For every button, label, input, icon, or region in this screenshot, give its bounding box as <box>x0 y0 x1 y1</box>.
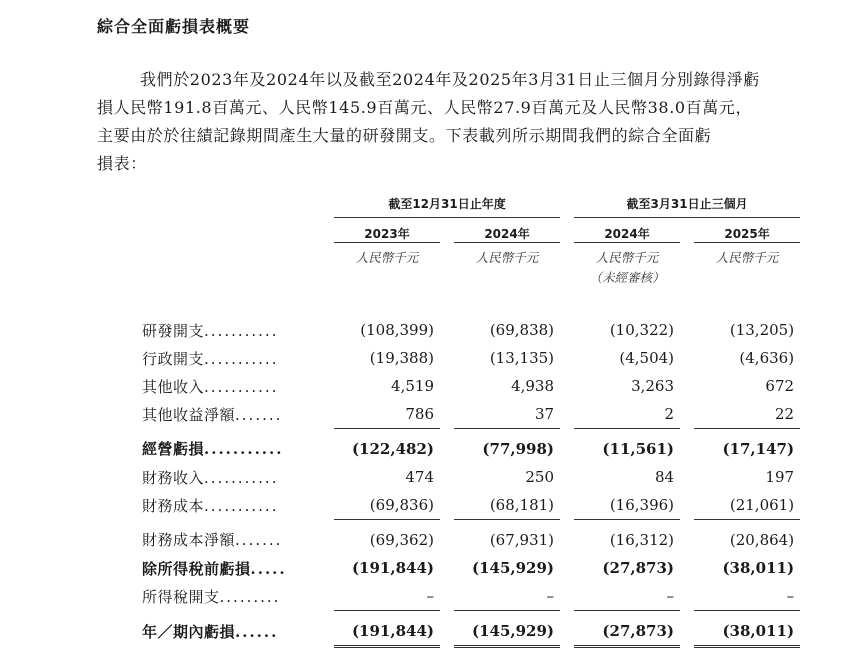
value-cell: (69,838) <box>489 321 555 339</box>
row-label-cell <box>97 429 334 464</box>
column-gap <box>560 429 574 464</box>
section-title: 綜合全面虧損表概要 <box>97 17 251 36</box>
row-label-cell <box>97 316 334 344</box>
intro-line: 主要由於於往績記錄期間產生大量的研發開支。下表載列所示期間我們的綜合全面虧 <box>97 126 712 145</box>
table-row <box>97 554 800 582</box>
leader-dots: ......... <box>219 587 281 606</box>
table-row <box>97 344 800 372</box>
row-label-cell <box>97 372 334 400</box>
value-cell: (108,399) <box>360 321 434 339</box>
column-gap <box>560 554 574 582</box>
value-cell: 2 <box>574 400 680 429</box>
column-gap <box>680 554 694 582</box>
value-cell: (4,636) <box>739 349 795 367</box>
row-label: 其他收益淨額 <box>142 405 236 424</box>
year-header-row <box>97 218 800 243</box>
column-gap <box>560 344 574 372</box>
year-header: 2025年 <box>694 218 800 243</box>
value-cell: (145,929) <box>471 559 555 577</box>
row-label-cell <box>97 554 334 582</box>
table-row <box>97 463 800 491</box>
intro-line: 損人民幣191.8百萬元、人民幣145.9百萬元、人民幣27.9百萬元及人民幣38.0百萬元， <box>97 98 753 117</box>
value-cell: (67,931) <box>489 531 555 549</box>
value-cell: (38,011) <box>722 559 795 577</box>
unit-label-text: 人民幣千元 <box>595 250 659 265</box>
row-label-cell <box>97 520 334 555</box>
column-gap <box>440 611 454 647</box>
value-cell: (13,135) <box>489 349 555 367</box>
row-label: 年／期內虧損 <box>142 623 236 641</box>
column-gap <box>560 611 574 647</box>
column-gap <box>440 429 454 464</box>
value-cell: 474 <box>405 468 434 486</box>
leader-dots: ........... <box>204 496 279 515</box>
column-gap <box>440 491 454 520</box>
unit-label: 人民幣千元 <box>355 250 419 265</box>
row-label-cell <box>97 491 334 520</box>
row-label: 除所得稅前虧損 <box>142 559 251 578</box>
value-cell: (69,362) <box>369 531 434 549</box>
table-row <box>97 611 800 647</box>
value-cell: (191,844) <box>334 611 440 647</box>
row-label: 行政開支 <box>142 349 205 368</box>
row-label: 研發開支 <box>142 321 205 340</box>
row-label: 財務成本 <box>142 496 205 515</box>
column-gap <box>680 316 694 344</box>
leader-dots: ..... <box>250 559 287 578</box>
row-label-cell <box>97 611 334 647</box>
unaudited-note: （未經審核） <box>589 270 665 285</box>
row-label-cell <box>97 582 334 611</box>
value-cell: 4,938 <box>511 377 555 395</box>
column-gap <box>680 520 694 555</box>
unit-label: 人民幣千元 <box>715 250 779 265</box>
leader-dots: ........... <box>204 321 279 340</box>
leader-dots: ........... <box>204 468 279 487</box>
table-row <box>97 491 800 520</box>
row-label: 經營虧損 <box>142 440 205 459</box>
column-gap <box>680 582 694 611</box>
table-row <box>97 372 800 400</box>
leader-dots: ....... <box>235 405 283 424</box>
table-row <box>97 582 800 611</box>
column-gap <box>560 463 574 491</box>
row-label: 財務成本淨額 <box>142 531 236 550</box>
value-cell: (77,998) <box>482 440 555 458</box>
table-row <box>97 400 800 429</box>
value-cell: 84 <box>654 468 675 486</box>
column-gap <box>680 491 694 520</box>
comprehensive-loss-table <box>97 195 800 648</box>
column-gap <box>440 344 454 372</box>
value-cell: (145,929) <box>454 611 560 647</box>
leader-dots: ....... <box>235 531 283 550</box>
column-gap <box>440 520 454 555</box>
intro-line: 損表： <box>97 154 147 173</box>
value-cell: 250 <box>525 468 555 486</box>
row-label: 其他收入 <box>142 377 205 396</box>
value-cell: (20,864) <box>729 531 795 549</box>
group-header-year-ended: 截至12月31日止年度 <box>334 195 560 218</box>
row-label: 財務收入 <box>142 468 205 487</box>
value-cell: (21,061) <box>694 491 800 520</box>
column-gap <box>680 611 694 647</box>
column-gap <box>560 520 574 555</box>
column-gap <box>440 554 454 582</box>
unit-label: 人民幣千元 <box>475 250 539 265</box>
unit-label <box>574 243 680 289</box>
column-gap <box>680 463 694 491</box>
leader-dots: ...... <box>235 623 279 641</box>
value-cell: 22 <box>694 400 800 429</box>
value-cell: 3,263 <box>631 377 675 395</box>
column-gap <box>560 400 574 429</box>
value-cell: (16,312) <box>609 531 675 549</box>
value-cell: 4,519 <box>391 377 434 395</box>
value-cell: (16,396) <box>574 491 680 520</box>
column-gap <box>440 582 454 611</box>
column-gap <box>560 372 574 400</box>
intro-line: 我們於2023年及2024年以及截至2024年及2025年3月31日止三個月分別錄得淨虧 <box>140 70 760 89</box>
value-cell: 37 <box>454 400 560 429</box>
value-cell: (10,322) <box>609 321 675 339</box>
column-gap <box>560 316 574 344</box>
row-label: 所得稅開支 <box>142 587 220 606</box>
column-gap <box>680 400 694 429</box>
year-header: 2024年 <box>454 218 560 243</box>
column-gap <box>680 372 694 400</box>
table-row <box>97 520 800 555</box>
intro-paragraph <box>97 66 777 178</box>
year-header: 2023年 <box>334 218 440 243</box>
leader-dots: ........... <box>204 349 279 368</box>
column-gap <box>440 316 454 344</box>
row-label-cell <box>97 400 334 429</box>
value-cell: – <box>334 582 440 611</box>
value-cell: (191,844) <box>351 559 434 577</box>
column-gap <box>560 491 574 520</box>
value-cell: 786 <box>334 400 440 429</box>
row-label-cell <box>97 463 334 491</box>
table-row <box>97 429 800 464</box>
value-cell: (27,873) <box>602 559 675 577</box>
column-gap <box>440 372 454 400</box>
unit-row <box>97 243 800 289</box>
row-label-cell <box>97 344 334 372</box>
value-cell: (4,504) <box>619 349 675 367</box>
group-header-three-months: 截至3月31日止三個月 <box>574 195 800 218</box>
group-header-row <box>97 195 800 218</box>
value-cell: (68,181) <box>454 491 560 520</box>
value-cell: – <box>694 582 800 611</box>
value-cell: (38,011) <box>694 611 800 647</box>
value-cell: (69,836) <box>334 491 440 520</box>
value-cell: – <box>454 582 560 611</box>
year-header: 2024年 <box>574 218 680 243</box>
value-cell: (11,561) <box>602 440 675 458</box>
spacer-row <box>97 288 800 316</box>
value-cell: (27,873) <box>574 611 680 647</box>
value-cell: 672 <box>765 377 795 395</box>
value-cell: – <box>574 582 680 611</box>
table-row <box>97 316 800 344</box>
column-gap <box>560 582 574 611</box>
column-gap <box>680 429 694 464</box>
value-cell: (17,147) <box>722 440 795 458</box>
leader-dots: ........... <box>204 377 279 396</box>
column-gap <box>680 344 694 372</box>
column-gap <box>440 400 454 429</box>
value-cell: 197 <box>765 468 795 486</box>
column-gap <box>440 463 454 491</box>
value-cell: (13,205) <box>729 321 795 339</box>
value-cell: (19,388) <box>369 349 434 367</box>
value-cell: (122,482) <box>351 440 434 458</box>
leader-dots: ........... <box>204 440 284 459</box>
